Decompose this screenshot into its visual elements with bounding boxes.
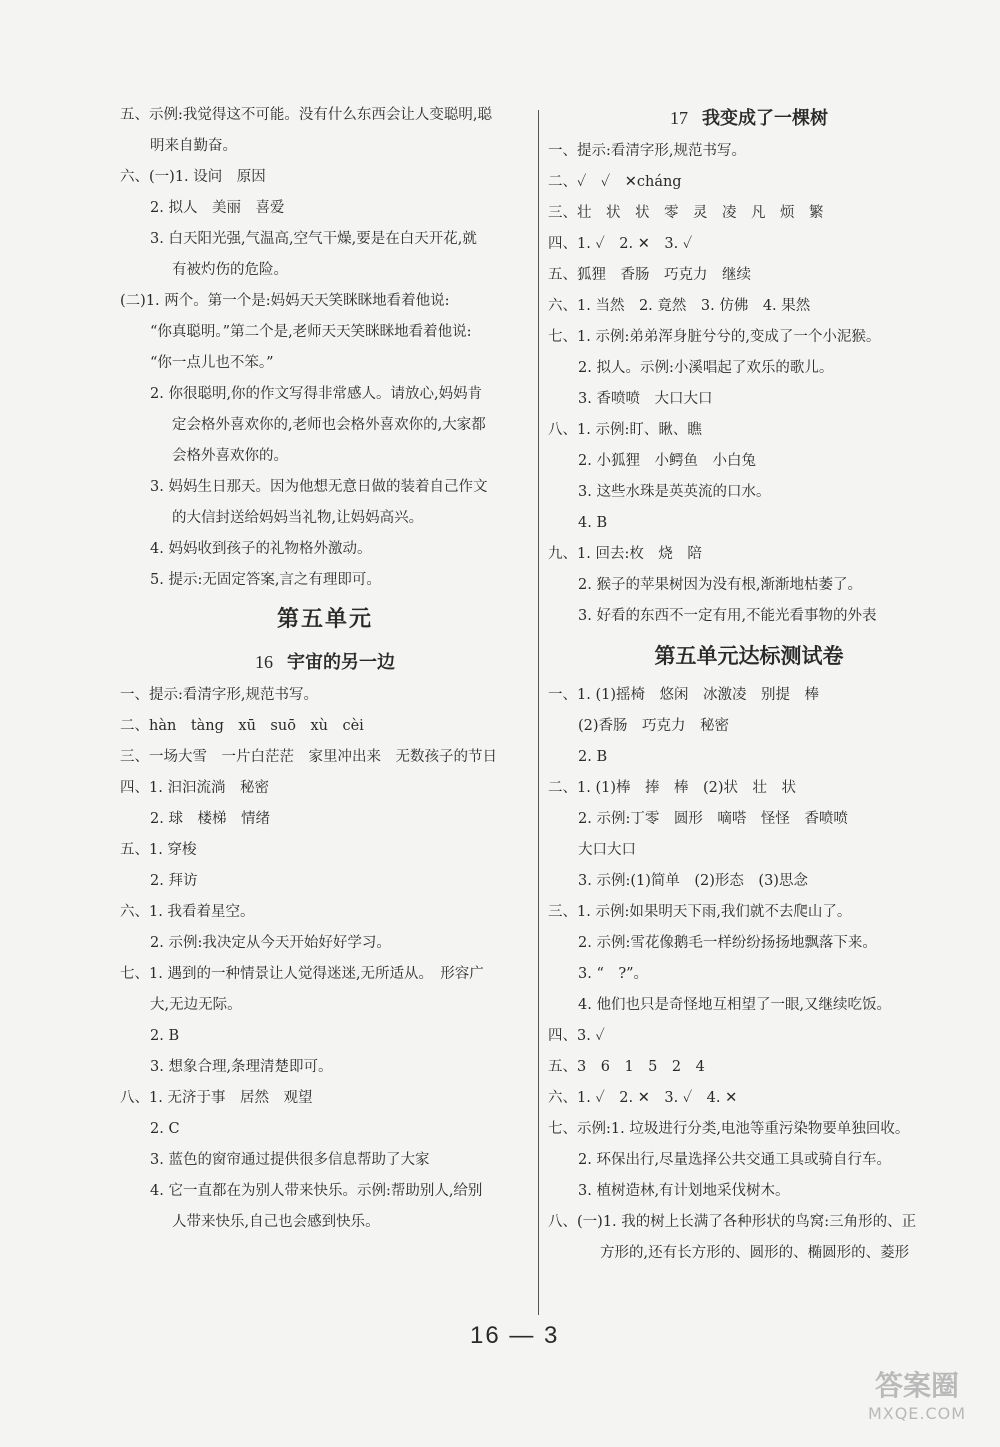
answer-line: 3. 白天阳光强,气温高,空气干燥,要是在白天开花,就: [150, 231, 477, 247]
lesson-name: 宇宙的另一边: [287, 652, 395, 673]
answer-line: 三、一场大雪 一片白茫茫 家里冲出来 无数孩子的节日: [120, 749, 497, 765]
answer-line: 3. 好看的东西不一定有用,不能光看事物的外表: [578, 608, 877, 624]
right-column: [548, 100, 950, 1269]
answer-line: 三、1. 示例:如果明天下雨,我们就不去爬山了。: [548, 904, 852, 920]
watermark-text: 答案圈: [874, 1369, 959, 1402]
answer-line: 定会格外喜欢你的,老师也会格外喜欢你的,大家都: [172, 417, 486, 433]
answer-line: 2. 示例:雪花像鹅毛一样纷纷扬扬地飘落下来。: [578, 935, 877, 951]
answer-line: 4. 妈妈收到孩子的礼物格外激动。: [150, 541, 372, 557]
answer-line: 3. 示例:(1)简单 (2)形态 (3)思念: [578, 873, 808, 889]
answer-line: 3. 想象合理,条理清楚即可。: [150, 1059, 333, 1075]
answer-line: 3. 香喷喷 大口大口: [578, 391, 713, 407]
answer-line: 人带来快乐,自己也会感到快乐。: [172, 1214, 380, 1230]
answer-line: 4. B: [578, 515, 608, 531]
answer-line: 2. 小狐狸 小鳄鱼 小白兔: [578, 453, 756, 469]
answer-line: 2. 你很聪明,你的作文写得非常感人。请放心,妈妈肯: [150, 386, 483, 402]
watermark-logo: [842, 1369, 992, 1439]
answer-line: 的大信封送给妈妈当礼物,让妈妈高兴。: [172, 510, 424, 526]
answer-line: 七、1. 遇到的一种情景让人觉得迷迷,无所适从。 形容广: [120, 966, 484, 982]
answer-line: 七、1. 示例:弟弟浑身脏兮兮的,变成了一个小泥猴。: [548, 329, 881, 345]
answer-line: 一、1. (1)摇椅 悠闲 冰激凌 别提 棒: [548, 687, 819, 703]
answer-line: 八、(一)1. 我的树上长满了各种形状的鸟窝:三角形的、正: [548, 1214, 917, 1230]
answer-line: 2. 示例:我决定从今天开始好好学习。: [150, 935, 391, 951]
answer-line: 四、3. ✓: [548, 1028, 605, 1044]
answer-line: (2)香肠 巧克力 秘密: [578, 718, 730, 734]
answer-line: 2. B: [150, 1028, 180, 1044]
answer-line: 五、1. 穿梭: [120, 842, 197, 858]
answer-line: 3. 植树造林,有计划地采伐树木。: [578, 1183, 790, 1199]
answer-line: 4. 它一直都在为别人带来快乐。示例:帮助别人,给别: [150, 1183, 483, 1199]
lesson-17-title: [548, 100, 950, 136]
lesson-16-title: [120, 644, 530, 680]
answer-line: 三、壮 状 状 零 灵 凌 凡 烦 繁: [548, 205, 824, 221]
watermark-url: MXQE.COM: [867, 1404, 967, 1423]
answer-line: 3. “ ?”。: [578, 966, 649, 982]
answer-line: 大,无边无际。: [150, 997, 242, 1013]
answer-line: “你一点儿也不笨。”: [150, 355, 274, 371]
answer-line: 八、1. 示例:盯、瞅、瞧: [548, 422, 702, 438]
answer-line: 二、hàn tàng xū suō xù cèi: [120, 718, 364, 734]
answer-line: 四、1. ✓ 2. ✕ 3. ✓: [548, 236, 693, 252]
answer-line: 六、(一)1. 设问 原因: [120, 169, 266, 185]
unit-test-title: 第五单元达标测试卷: [654, 644, 844, 668]
answer-line: 2. 环保出行,尽量选择公共交通工具或骑自行车。: [578, 1152, 892, 1168]
answer-line: “你真聪明。”第二个是,老师天天笑眯眯地看着他说:: [150, 324, 472, 340]
answer-line: 明来自勤奋。: [150, 138, 237, 154]
answer-line: 一、提示:看清字形,规范书写。: [548, 143, 746, 159]
answer-line: 大口大口: [578, 842, 636, 858]
right-answers-part-b: [548, 680, 950, 1269]
left-answers-part-a: [120, 100, 530, 596]
answer-line: 方形的,还有长方形的、圆形的、椭圆形的、菱形: [600, 1245, 910, 1261]
answer-line: 九、1. 回去:枚 烧 陪: [548, 546, 702, 562]
right-answers-part-a: [548, 136, 950, 632]
answer-line: 一、提示:看清字形,规范书写。: [120, 687, 318, 703]
answer-line: 四、1. 汩汩流淌 秘密: [120, 780, 269, 796]
answer-line: 六、1. 当然 2. 竟然 3. 仿佛 4. 果然: [548, 298, 811, 314]
page-number: 16 — 3: [470, 1322, 560, 1349]
answer-line: 二、1. (1)棒 捧 棒 (2)状 壮 状: [548, 780, 797, 796]
answer-line: 六、1. ✓ 2. ✕ 3. ✓ 4. ✕: [548, 1090, 738, 1106]
answer-line: 3. 妈妈生日那天。因为他想无意日做的装着自己作文: [150, 479, 488, 495]
answer-line: 2. 拜访: [150, 873, 198, 889]
lesson-number: 17: [670, 108, 688, 128]
answer-line: 有被灼伤的危险。: [172, 262, 288, 278]
answer-line: 六、1. 我看着星空。: [120, 904, 255, 920]
answer-line: 五、狐狸 香肠 巧克力 继续: [548, 267, 751, 283]
answer-line: 2. 拟人。示例:小溪唱起了欢乐的歌儿。: [578, 360, 834, 376]
answer-line: 2. 示例:丁零 圆形 嘀嗒 怪怪 香喷喷: [578, 811, 848, 827]
answer-line: 八、1. 无济于事 居然 观望: [120, 1090, 313, 1106]
answer-line: 七、示例:1. 垃圾进行分类,电池等重污染物要单独回收。: [548, 1121, 910, 1137]
answer-line: 2. 球 楼梯 情绪: [150, 811, 270, 827]
answer-line: 五、3 6 1 5 2 4: [548, 1059, 705, 1075]
answer-line: (二)1. 两个。第一个是:妈妈天天笑眯眯地看着他说:: [120, 293, 450, 309]
answer-line: 3. 蓝色的窗帘通过提供很多信息帮助了大家: [150, 1152, 430, 1168]
answer-line: 2. 猴子的苹果树因为没有根,渐渐地枯萎了。: [578, 577, 863, 593]
answer-line: 会格外喜欢你的。: [172, 448, 288, 464]
left-column: [120, 100, 530, 1238]
answer-line: 2. 拟人 美丽 喜爱: [150, 200, 285, 216]
column-divider: [538, 110, 539, 1315]
answer-line: 4. 他们也只是奇怪地互相望了一眼,又继续吃饭。: [578, 997, 892, 1013]
answer-line: 5. 提示:无固定答案,言之有理即可。: [150, 572, 381, 588]
lesson-name: 我变成了一棵树: [702, 108, 828, 129]
answer-line: 五、示例:我觉得这不可能。没有什么东西会让人变聪明,聪: [120, 107, 492, 123]
unit-title: 第五单元: [276, 607, 373, 632]
answer-line: 2. C: [150, 1121, 180, 1137]
answer-line: 二、✓ ✓ ✕cháng: [548, 174, 682, 190]
left-answers-part-b: [120, 680, 530, 1238]
lesson-number: 16: [255, 652, 273, 672]
answer-line: 2. B: [578, 749, 608, 765]
answer-line: 3. 这些水珠是英英流的口水。: [578, 484, 771, 500]
